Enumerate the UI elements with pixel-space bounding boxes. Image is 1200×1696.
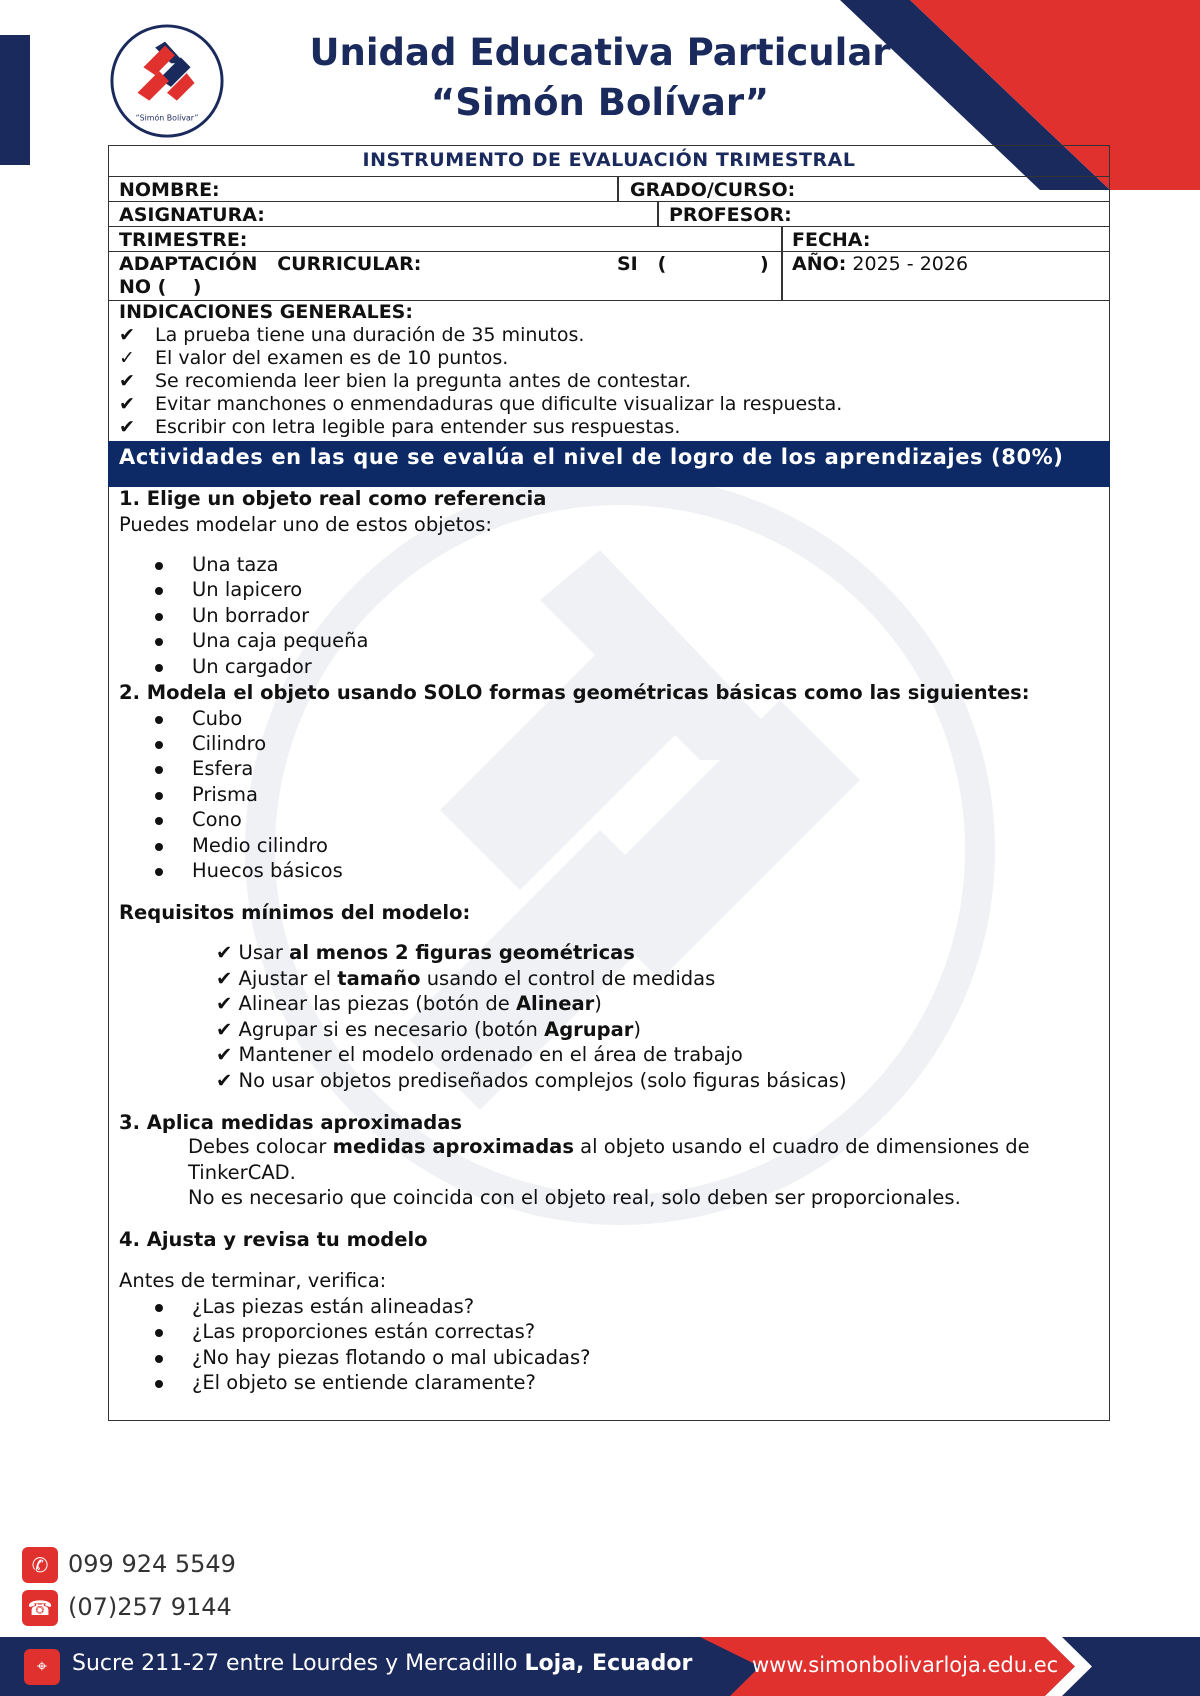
list-item-text: Una taza — [192, 553, 279, 576]
req-text: Alinear las piezas (botón de — [238, 992, 516, 1015]
check-icon: ✔ — [119, 370, 135, 392]
req-bold: tamaño — [337, 967, 421, 990]
list-item-text: Un lapicero — [192, 578, 303, 601]
q3-line1 — [188, 1135, 1030, 1158]
year-field — [792, 253, 968, 275]
bullet-icon — [155, 766, 163, 774]
req-text: ) — [594, 992, 602, 1015]
q4-intro: Antes de terminar, verifica: — [119, 1269, 387, 1292]
req-bold: al menos 2 figuras geométricas — [289, 941, 635, 964]
whatsapp-icon: ✆ — [22, 1547, 58, 1583]
bullet-icon — [155, 562, 163, 570]
indicacion-text: Se recomienda leer bien la pregunta antes de contestar. — [155, 370, 692, 392]
footer-address — [72, 1651, 692, 1676]
contact-phone — [22, 1590, 232, 1626]
label-no: NO ( ) — [119, 276, 202, 298]
label-trimestre: TRIMESTRE: — [119, 229, 248, 251]
list-item-text: Una caja pequeña — [192, 629, 369, 652]
label-si: SI ( — [617, 253, 667, 275]
list-item-text: Huecos básicos — [192, 859, 343, 882]
check-icon: ✔ — [119, 393, 135, 415]
location-pin-icon: ⌖ — [24, 1649, 60, 1685]
list-item-text: Un borrador — [192, 604, 310, 627]
req-text: Ajustar el — [238, 967, 338, 990]
footer-bar — [0, 1637, 1200, 1696]
req-text: Agrupar si es necesario (botón — [238, 1018, 545, 1041]
check-icon: ✔ — [216, 992, 233, 1015]
req-bold: Alinear — [515, 992, 595, 1015]
indicacion-item — [119, 416, 680, 438]
requisito-item — [216, 1018, 641, 1041]
address-text: Sucre 211-27 entre Lourdes y Mercadillo — [72, 1651, 525, 1676]
left-corner-bar — [0, 35, 30, 165]
q1-intro: Puedes modelar uno de estos objetos: — [119, 513, 492, 536]
bullet-icon — [155, 843, 163, 851]
indicacion-text: Escribir con letra legible para entender sus respuestas. — [155, 416, 681, 438]
check-icon: ✔ — [216, 941, 233, 964]
phone1-text: 099 924 5549 — [68, 1550, 236, 1578]
school-logo — [108, 22, 226, 140]
list-item-text: ¿No hay piezas flotando o mal ubicadas? — [192, 1346, 591, 1369]
bullet-icon — [155, 1304, 163, 1312]
bullet-icon — [155, 792, 163, 800]
check-icon: ✔ — [119, 324, 135, 346]
list-item-text: Medio cilindro — [192, 834, 328, 857]
row-trimestre-border — [108, 227, 1110, 252]
list-item-text: Esfera — [192, 757, 254, 780]
q1-heading: 1. Elige un objeto real como referencia — [119, 487, 547, 510]
q3-line2: TinkerCAD. — [188, 1161, 296, 1184]
check-icon: ✔ — [216, 967, 233, 990]
check-icon: ✔ — [216, 1069, 233, 1092]
activities-banner: Actividades en las que se evalúa el nivel de logro de los aprendizajes (80%) — [108, 441, 1110, 487]
address-city: Loja, Ecuador — [524, 1651, 693, 1676]
bullet-icon — [155, 741, 163, 749]
indicacion-item — [119, 324, 584, 346]
label-adaptacion: ADAPTACIÓN CURRICULAR: — [119, 253, 422, 275]
bullet-icon — [155, 664, 163, 672]
label-fecha: FECHA: — [792, 229, 871, 251]
q3-bold: medidas aproximadas — [332, 1135, 574, 1158]
list-item-text: Un cargador — [192, 655, 312, 678]
indicacion-item — [119, 393, 842, 415]
logo-caption: “Simón Bolívar” — [135, 113, 199, 123]
bullet-icon — [155, 1355, 163, 1363]
indicacion-text: Evitar manchones o enmendaduras que dificulte visualizar la respuesta. — [155, 393, 843, 415]
bullet-icon — [155, 1380, 163, 1388]
row-nombre-border — [108, 177, 1110, 202]
title-row-border — [108, 145, 1110, 177]
contact-whatsapp — [22, 1547, 236, 1583]
school-name-line1: Unidad Educativa Particular — [309, 31, 891, 74]
q3-line3: No es necesario que coincida con el objeto real, solo deben ser proporcionales. — [188, 1186, 961, 1209]
q3-heading: 3. Aplica medidas aproximadas — [119, 1111, 462, 1134]
check-icon: ✔ — [216, 1043, 233, 1066]
q4-heading: 4. Ajusta y revisa tu modelo — [119, 1228, 428, 1251]
check-icon: ✔ — [119, 416, 135, 438]
bullet-icon — [155, 587, 163, 595]
label-grado: GRADO/CURSO: — [630, 179, 796, 201]
indicacion-item — [119, 370, 691, 392]
bullet-icon — [155, 638, 163, 646]
list-item-text: ¿Las proporciones están correctas? — [192, 1320, 536, 1343]
label-si-close: ) — [760, 253, 769, 275]
requisito-item — [216, 1043, 743, 1066]
req-text: ) — [633, 1018, 642, 1041]
list-item-text: Cilindro — [192, 732, 267, 755]
divider-asignatura — [657, 202, 659, 227]
req-bold: Agrupar — [544, 1018, 634, 1041]
indicacion-item — [119, 347, 508, 369]
footer-website[interactable]: www.simonbolivarloja.edu.ec — [752, 1653, 1059, 1677]
value-anio: 2025 - 2026 — [852, 253, 969, 275]
list-item-text: Cono — [192, 808, 242, 831]
phone2-text: (07)257 9144 — [68, 1593, 232, 1621]
school-name-line2: “Simón Bolívar” — [430, 81, 770, 124]
indicacion-text: La prueba tiene una duración de 35 minutos. — [155, 324, 585, 346]
list-item-text: Prisma — [192, 783, 258, 806]
indicaciones-heading: INDICACIONES GENERALES: — [119, 301, 413, 323]
requisito-item — [216, 1069, 847, 1092]
req-text: usando el control de medidas — [420, 967, 716, 990]
label-profesor: PROFESOR: — [669, 204, 792, 226]
bullet-icon — [155, 613, 163, 621]
label-nombre: NOMBRE: — [119, 179, 220, 201]
school-name — [300, 28, 900, 128]
req-text: Mantener el modelo ordenado en el área de trabajo — [238, 1043, 743, 1066]
list-item-text: ¿Las piezas están alineadas? — [192, 1295, 475, 1318]
list-item-text: ¿El objeto se entiende claramente? — [192, 1371, 536, 1394]
indicacion-text: El valor del examen es de 10 puntos. — [155, 347, 509, 369]
check-icon: ✔ — [216, 1018, 233, 1041]
label-anio: AÑO: — [792, 253, 847, 275]
divider-nombre — [617, 177, 619, 202]
bullet-icon — [155, 817, 163, 825]
bullet-icon — [155, 716, 163, 724]
divider-trimestre — [781, 227, 783, 301]
requisitos-heading: Requisitos mínimos del modelo: — [119, 901, 471, 924]
form-title: INSTRUMENTO DE EVALUACIÓN TRIMESTRAL — [362, 149, 856, 171]
check-icon: ✓ — [119, 347, 135, 369]
req-text: Usar — [238, 941, 290, 964]
label-asignatura: ASIGNATURA: — [119, 204, 265, 226]
q3-text: al objeto usando el cuadro de dimensiones de — [573, 1135, 1030, 1158]
phone-icon: ☎ — [22, 1590, 58, 1626]
list-item-text: Cubo — [192, 707, 243, 730]
bullet-icon — [155, 868, 163, 876]
q3-text: Debes colocar — [188, 1135, 333, 1158]
q2-heading: 2. Modela el objeto usando SOLO formas geométricas básicas como las siguientes: — [119, 681, 1030, 704]
requisito-item — [216, 967, 715, 990]
requisito-item — [216, 941, 635, 964]
requisito-item — [216, 992, 602, 1015]
req-text: No usar objetos prediseñados complejos (solo figuras básicas) — [238, 1069, 847, 1092]
bullet-icon — [155, 1329, 163, 1337]
